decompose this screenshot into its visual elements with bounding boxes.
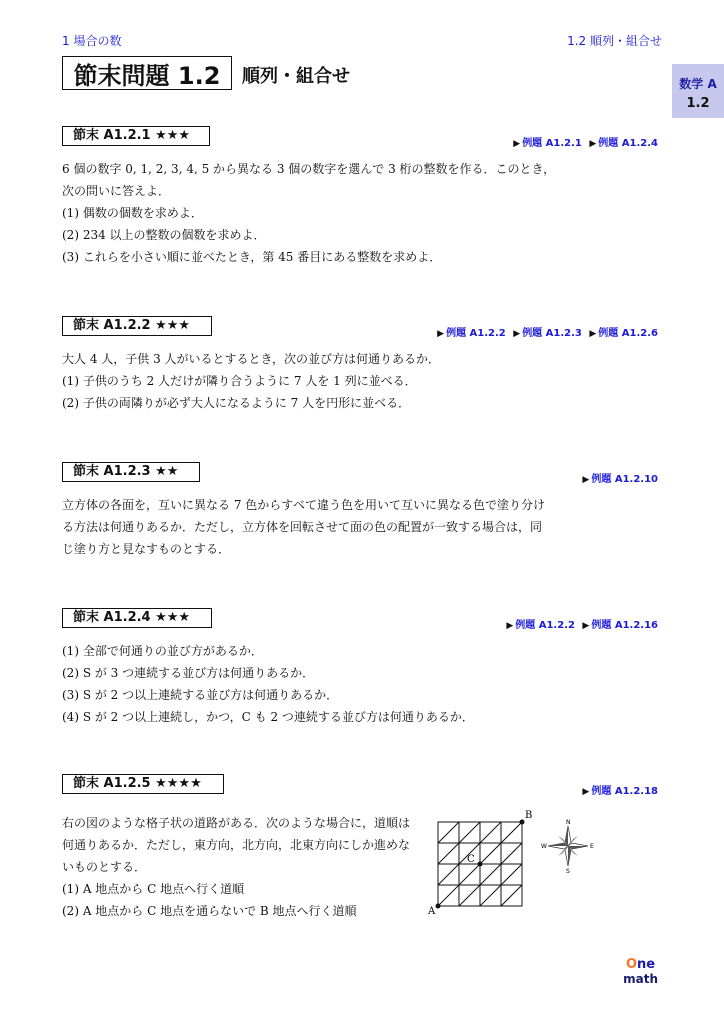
- triangle-icon: ▶: [513, 139, 521, 149]
- triangle-icon: ▶: [582, 621, 590, 631]
- point-b-dot: [520, 820, 525, 825]
- problem-line: いものとする．: [62, 860, 147, 874]
- side-tab-section: 1.2: [686, 96, 710, 111]
- problem-refs: [509, 134, 658, 149]
- problem-line: (2) S が 3 つ連続する並び方は何通りあるか．: [62, 666, 315, 680]
- ref-link[interactable]: 例題 A1.2.3: [522, 328, 582, 339]
- side-tab: [672, 64, 724, 118]
- problem-3: [62, 460, 662, 560]
- problem-refs: [502, 616, 658, 631]
- problem-refs: [433, 324, 658, 339]
- point-a-label: A: [428, 906, 436, 917]
- problem-body: [62, 158, 662, 268]
- problem-label: 節末 A1.2.4 ★★★: [62, 608, 212, 628]
- ref-link[interactable]: 例題 A1.2.1: [522, 138, 582, 149]
- problem-body: [62, 640, 662, 728]
- problem-body: [62, 812, 422, 922]
- triangle-icon: ▶: [589, 329, 597, 339]
- problem-4: [62, 606, 662, 728]
- page-title: 節末問題 1.2: [62, 56, 232, 90]
- ref-link[interactable]: 例題 A1.2.4: [598, 138, 658, 149]
- problem-line: (1) 偶数の個数を求めよ．: [62, 206, 203, 220]
- problem-line: 立方体の各面を，互いに異なる 7 色からすべて違う色を用いて互いに異なる色で塗り分け: [62, 498, 546, 512]
- header-chapter: 1 場合の数: [62, 34, 122, 48]
- problem-2: [62, 314, 662, 414]
- problem-line: (4) S が 2 つ以上連続し，かつ，C も 2 つ連続する並び方は何通りあるか．: [62, 710, 474, 724]
- compass-s: S: [566, 868, 570, 875]
- triangle-icon: ▶: [506, 621, 514, 631]
- triangle-icon: ▶: [589, 139, 597, 149]
- problem-line: 右の図のような格子状の道路がある．次のような場合に，道順は: [62, 816, 411, 830]
- problem-line: (2) A 地点から C 地点を通らないで B 地点へ行く道順: [62, 904, 357, 918]
- problem-line: (1) 子供のうち 2 人だけが隣り合うように 7 人を 1 列に並べる．: [62, 374, 417, 388]
- triangle-icon: ▶: [582, 787, 590, 797]
- logo-line-1: One: [625, 957, 656, 972]
- problem-5: [62, 772, 662, 922]
- problem-refs: [578, 782, 658, 797]
- ref-link[interactable]: 例題 A1.2.2: [446, 328, 506, 339]
- problem-line: じ塗り方と見なすものとする．: [62, 542, 231, 556]
- compass-e: E: [590, 843, 594, 850]
- problem-label: 節末 A1.2.3 ★★: [62, 462, 200, 482]
- side-tab-subject: 数学 A: [679, 77, 717, 91]
- problem-line: (2) 子供の両隣りが必ず大人になるように 7 人を円形に並べる．: [62, 396, 411, 410]
- problem-label: 節末 A1.2.1 ★★★: [62, 126, 210, 146]
- problem-refs: [578, 470, 658, 485]
- point-c-label: C: [467, 854, 475, 865]
- grid-figure: [428, 802, 602, 917]
- problem-line: る方法は何通りあるか．ただし，立方体を回転させて面の色の配置が一致する場合は，同: [62, 520, 543, 534]
- compass-icon: [541, 819, 594, 875]
- compass-w: W: [541, 843, 547, 850]
- ref-link[interactable]: 例題 A1.2.10: [591, 474, 658, 485]
- problem-line: (3) これらを小さい順に並べたとき，第 45 番目にある整数を求めよ．: [62, 250, 442, 264]
- problem-line: (3) S が 2 つ以上連続する並び方は何通りあるか．: [62, 688, 339, 702]
- problem-line: (1) A 地点から C 地点へ行く道順: [62, 882, 245, 896]
- ref-link[interactable]: 例題 A1.2.6: [598, 328, 658, 339]
- problem-label: 節末 A1.2.2 ★★★: [62, 316, 212, 336]
- problem-body: [62, 494, 662, 560]
- triangle-icon: ▶: [513, 329, 521, 339]
- grid-figure-svg: [428, 802, 602, 917]
- problem-line: 6 個の数字 0, 1, 2, 3, 4, 5 から異なる 3 個の数字を選んで 3 桁の整数を作る．このとき，: [62, 162, 556, 176]
- point-b-label: B: [525, 810, 533, 821]
- onemath-logo: [623, 958, 658, 986]
- point-c-dot: [478, 862, 483, 867]
- problem-label: 節末 A1.2.5 ★★★★: [62, 774, 224, 794]
- problem-line: (1) 全部で何通りの並び方があるか．: [62, 644, 263, 658]
- problem-1: [62, 124, 662, 268]
- ref-link[interactable]: 例題 A1.2.16: [591, 620, 658, 631]
- ref-link[interactable]: 例題 A1.2.2: [515, 620, 575, 631]
- problem-body: [62, 348, 662, 414]
- header-section: 1.2 順列・組合せ: [567, 34, 662, 48]
- logo-line-2: math: [623, 972, 658, 986]
- compass-n: N: [566, 819, 571, 826]
- triangle-icon: ▶: [582, 475, 590, 485]
- problem-line: 何通りあるか．ただし，東方向，北方向，北東方向にしか進めな: [62, 838, 411, 852]
- page-subtitle: 順列・組合せ: [242, 66, 350, 87]
- problem-line: (2) 234 以上の整数の個数を求めよ．: [62, 228, 266, 242]
- point-a-dot: [436, 904, 441, 909]
- triangle-icon: ▶: [437, 329, 445, 339]
- problem-line: 次の問いに答えよ．: [62, 184, 171, 198]
- problem-line: 大人 4 人，子供 3 人がいるとするとき，次の並び方は何通りあるか．: [62, 352, 441, 366]
- ref-link[interactable]: 例題 A1.2.18: [591, 786, 658, 797]
